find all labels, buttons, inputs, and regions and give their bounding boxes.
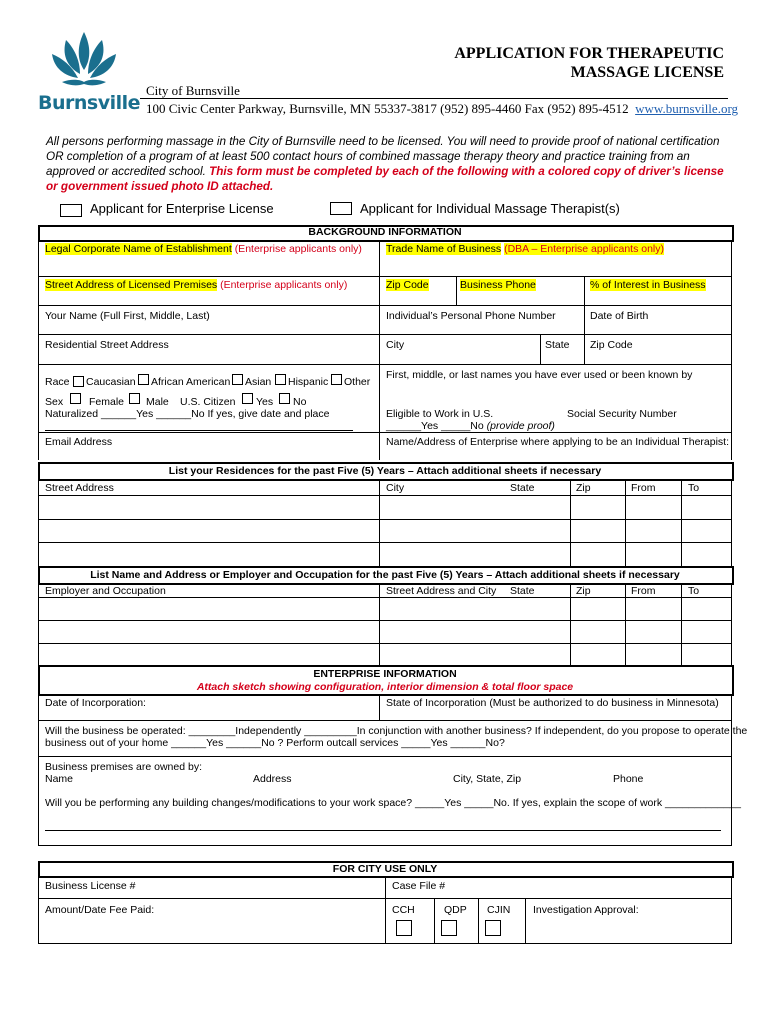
city-label[interactable]: City: [386, 339, 405, 351]
fee-paid-label[interactable]: Amount/Date Fee Paid:: [45, 904, 155, 916]
bg-row-line-4: [38, 364, 732, 365]
business-license-label[interactable]: Business License #: [45, 880, 136, 892]
legal-name-field-label[interactable]: [45, 243, 362, 255]
investigation-approval-label[interactable]: Investigation Approval:: [533, 904, 639, 916]
emp-row-line-3: [38, 643, 732, 644]
sex-male-label: Male: [146, 396, 169, 408]
sex-label: Sex: [45, 396, 64, 408]
zip-code-label[interactable]: Zip Code: [386, 279, 429, 291]
intro-emphasis: This form must be completed by each of the following with a colored copy of driver’s license or government issued photo ID attached.: [46, 165, 724, 193]
employers-heading: List Name and Address or Employer and Occupation for the past Five (5) Years – Attach additional sheets if necessary: [90, 569, 680, 581]
trade-name-label: Trade Name of Business: [386, 243, 502, 255]
state-incorporation-label[interactable]: State of Incorporation (Must be authorized to do business in Minnesota): [386, 697, 719, 709]
res-col-from: From: [631, 482, 656, 494]
race-other-checkbox[interactable]: [331, 374, 342, 385]
enterprise-license-checkbox[interactable]: [60, 204, 82, 217]
citizen-yes-checkbox[interactable]: [242, 393, 253, 404]
race-caucasian-checkbox[interactable]: [73, 376, 84, 387]
citizen-no-checkbox[interactable]: [279, 393, 290, 404]
street-licensed-note: (Enterprise applicants only): [220, 279, 348, 291]
title-line-2: MASSAGE LICENSE: [570, 64, 724, 81]
ent-right-border: [731, 694, 732, 846]
res-row-line-2: [38, 519, 732, 520]
street-licensed-label: Street Address of Licensed Premises: [45, 279, 218, 291]
us-citizen-label: U.S. Citizen: [180, 396, 236, 408]
legal-name-note: (Enterprise applicants only): [234, 243, 362, 255]
city-use-heading: FOR CITY USE ONLY: [332, 863, 438, 875]
race-asian-label: Asian: [245, 376, 272, 388]
city-row-line-1: [38, 898, 732, 899]
case-file-label[interactable]: Case File #: [392, 880, 446, 892]
residential-address-label[interactable]: Residential Street Address: [45, 339, 169, 351]
emp-row-line-1: [38, 597, 732, 598]
ent-bottom-border: [38, 845, 732, 846]
street-licensed-field-label[interactable]: [45, 279, 347, 291]
intro-text: All persons performing massage in the City of Burnsville need to be licensed. You will need to provide proof of national certification OR completion of a program of at least 500 contact hours of combined massage therapy theory and practice training from an approved or accredited school.: [46, 135, 720, 178]
emp-col-zip: Zip: [576, 585, 591, 597]
citizen-yes-label: Yes: [256, 396, 274, 408]
res-col-city: City: [386, 482, 405, 494]
eligible-label: Eligible to Work in U.S.: [386, 408, 494, 420]
cch-label: CCH: [392, 904, 415, 916]
state-label[interactable]: State: [545, 339, 570, 351]
sex-female-checkbox[interactable]: [70, 393, 81, 404]
emp-col-employer: Employer and Occupation: [45, 585, 166, 597]
header-divider: [140, 98, 728, 99]
eligible-yes-no[interactable]: [386, 420, 555, 432]
res-right-border: [731, 480, 732, 566]
owner-name-label[interactable]: Name: [45, 773, 74, 785]
sex-male-checkbox[interactable]: [129, 393, 140, 404]
trade-name-note: (DBA – Enterprise applicants only): [504, 243, 665, 255]
city-divider-cjin: [478, 898, 479, 944]
date-incorporation-label[interactable]: Date of Incorporation:: [45, 697, 146, 709]
res-col-street: Street Address: [45, 482, 114, 494]
emp-col-to: To: [688, 585, 700, 597]
bg-divider-interest: [584, 276, 585, 364]
scope-blank-line: [45, 830, 721, 831]
ent-row-line-1: [38, 720, 732, 721]
cjin-checkbox[interactable]: [485, 920, 501, 936]
res-col-zip: Zip: [576, 482, 591, 494]
race-african-american-checkbox[interactable]: [138, 374, 149, 385]
cch-checkbox[interactable]: [396, 920, 412, 936]
residences-heading: List your Residences for the past Five (5) Years – Attach additional sheets if necessary: [168, 465, 602, 477]
city-divider-investigation: [525, 898, 526, 944]
individual-therapist-label: Applicant for Individual Massage Therapist(s): [360, 201, 620, 216]
city-divider-main: [385, 876, 386, 944]
city-right-border: [731, 876, 732, 944]
owner-phone-label[interactable]: Phone: [613, 773, 644, 785]
your-name-label[interactable]: Your Name (Full First, Middle, Last): [45, 310, 210, 322]
eligible-yes-no-text: ______Yes _____No: [386, 420, 484, 432]
qdp-checkbox[interactable]: [441, 920, 457, 936]
provide-proof-note: (provide proof): [486, 420, 555, 432]
operated-line-2[interactable]: business out of your home ______Yes ______No ? Perform outcall services _____Yes ______No?: [45, 737, 505, 749]
cjin-label: CJIN: [487, 904, 511, 916]
bg-row-line-1: [38, 276, 732, 277]
date-of-birth-label[interactable]: Date of Birth: [590, 310, 649, 322]
enterprise-heading: ENTERPRISE INFORMATION: [313, 668, 457, 680]
logo-text: Burnsville: [38, 92, 141, 114]
res-row-line-3: [38, 542, 732, 543]
citizen-no-label: No: [293, 396, 307, 408]
race-caucasian-label: Caucasian: [86, 376, 136, 388]
trade-name-field-label[interactable]: [386, 243, 664, 255]
res-col-state: State: [510, 482, 535, 494]
address-text: 100 Civic Center Parkway, Burnsville, MN 55337-3817 (952) 895-4460 Fax (952) 895-4512: [146, 101, 629, 116]
legal-name-label: Legal Corporate Name of Establishment: [45, 243, 232, 255]
intro-paragraph: [46, 134, 736, 194]
city-bottom-border: [38, 943, 732, 944]
enterprise-name-label[interactable]: Name/Address of Enterprise where applying to be an Individual Therapist:: [386, 436, 729, 448]
res-col-to: To: [688, 482, 700, 494]
contact-address: [146, 101, 738, 117]
interest-label[interactable]: % of Interest in Business: [590, 279, 706, 291]
bg-left-border: [38, 240, 39, 460]
bg-row-line-2: [38, 305, 732, 306]
race-other-label: Other: [344, 376, 371, 388]
operated-line-1[interactable]: Will the business be operated: ________Independently _________In conjunction with another business? If independent, do you propose to operate the: [45, 725, 748, 737]
premises-owned-label: Business premises are owned by:: [45, 761, 202, 773]
race-hispanic-label: Hispanic: [288, 376, 329, 388]
city-left-border: [38, 876, 39, 944]
document-title: [454, 44, 724, 82]
emp-row-line-2: [38, 620, 732, 621]
race-asian-checkbox[interactable]: [232, 374, 243, 385]
ent-row-line-2: [38, 756, 732, 757]
city-divider-qdp: [434, 898, 435, 944]
naturalized-blank-line: [45, 430, 353, 431]
emp-col-address: Street Address and City: [386, 585, 497, 597]
sex-female-label: Female: [89, 396, 125, 408]
qdp-label: QDP: [444, 904, 467, 916]
individual-therapist-checkbox[interactable]: [330, 202, 352, 215]
ent-left-border: [38, 694, 39, 846]
res-left-border: [38, 480, 39, 566]
owner-city-state-zip-label[interactable]: City, State, Zip: [453, 773, 522, 785]
res-row-line-1: [38, 495, 732, 496]
bg-right-border: [731, 240, 732, 460]
ssn-label[interactable]: Social Security Number: [567, 408, 677, 420]
city-name: City of Burnsville: [146, 83, 240, 98]
bg-row-line-3: [38, 334, 732, 335]
emp-col-state: State: [510, 585, 535, 597]
race-african-american-label: African American: [151, 376, 231, 388]
res-divider-zip: [570, 480, 571, 566]
enterprise-subheading: Attach sketch showing configuration, interior dimension & total floor space: [196, 681, 574, 693]
other-names-label[interactable]: First, middle, or last names you have ever used or been known by: [386, 369, 693, 381]
email-label[interactable]: Email Address: [45, 436, 113, 448]
background-heading: BACKGROUND INFORMATION: [308, 226, 462, 238]
naturalized-label[interactable]: Naturalized ______Yes ______No If yes, give date and place: [45, 408, 330, 420]
bg-row-line-5: [38, 432, 732, 433]
res-divider-from: [625, 480, 626, 566]
business-phone-label[interactable]: Business Phone: [460, 279, 536, 291]
personal-phone-label[interactable]: Individual’s Personal Phone Number: [386, 310, 556, 322]
residential-zip-label[interactable]: Zip Code: [590, 339, 633, 351]
res-divider-to: [681, 480, 682, 566]
res-divider-city: [379, 480, 380, 566]
race-label: Race: [45, 376, 70, 388]
building-changes-label[interactable]: Will you be performing any building changes/modifications to your work space? _____Yes _____No. If yes, explain the scope of work _____________: [45, 797, 741, 809]
bg-middle-divider: [379, 240, 380, 460]
bg-divider-state: [540, 334, 541, 364]
ent-divider-state: [379, 694, 380, 720]
emp-col-from: From: [631, 585, 656, 597]
bg-divider-zip: [456, 276, 457, 305]
race-hispanic-checkbox[interactable]: [275, 374, 286, 385]
owner-address-label[interactable]: Address: [253, 773, 292, 785]
title-line-1: APPLICATION FOR THERAPEUTIC: [454, 45, 724, 62]
enterprise-license-label: Applicant for Enterprise License: [90, 201, 274, 216]
website-link[interactable]: www.burnsville.org: [635, 101, 739, 116]
